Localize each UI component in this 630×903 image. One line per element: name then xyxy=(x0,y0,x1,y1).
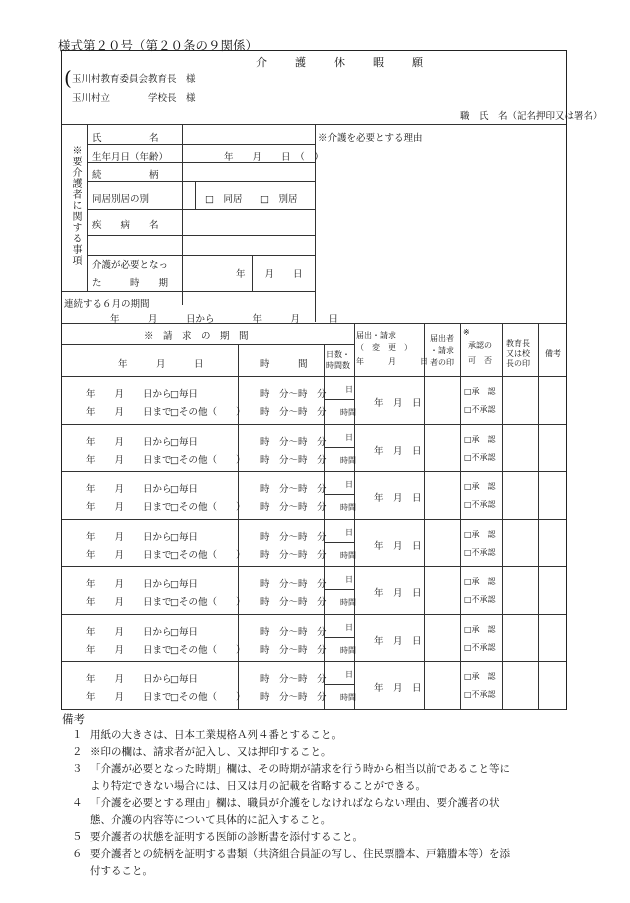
col-chief-2: 又は校 xyxy=(506,349,530,358)
addressee-board: 玉川村教育委員会教育長 様 xyxy=(72,74,196,85)
notes-title: 備考 xyxy=(62,712,85,726)
row-other-checkbox[interactable]: □その他（ ） xyxy=(170,454,246,466)
note-item xyxy=(62,761,582,795)
disease-label: 疾 病 名 xyxy=(92,220,159,231)
row-split xyxy=(324,399,354,400)
addressee-school: 玉川村立 学校長 様 xyxy=(72,93,196,104)
col-approval-2: 承認の xyxy=(468,341,492,350)
note-line: 要介護者の状態を証明する医師の診断書を添付すること。 xyxy=(90,831,363,843)
signer-label: 職 氏 名（記名押印又は署名） xyxy=(460,111,603,122)
leave-request-form xyxy=(61,50,603,710)
row-daily-checkbox[interactable]: □毎日 xyxy=(170,579,198,590)
row-day-unit: 日 xyxy=(345,385,353,394)
row-date-to: 年 月 日まで xyxy=(86,407,172,418)
row-split xyxy=(324,542,354,543)
row-submit-date: 年 月 日 xyxy=(374,540,422,552)
row-hour-unit: 時間 xyxy=(340,645,356,655)
col-days-1: 日数・ xyxy=(326,350,350,359)
period-value: 年 月 日から 年 月 日 xyxy=(110,314,339,325)
addressee-bracket-open: ( xyxy=(64,66,72,90)
note-line: より特定できない場合には、日又は月の記載を省略することができる。 xyxy=(90,780,426,792)
row-time-range: 時 分～時 分 xyxy=(260,436,327,448)
row-divider xyxy=(62,471,566,472)
row-disapprove-checkbox[interactable]: □不承認 xyxy=(464,500,496,509)
row-split xyxy=(324,447,354,448)
row-disapprove-checkbox[interactable]: □不承認 xyxy=(464,642,496,652)
row-day-unit: 日 xyxy=(345,670,353,679)
note-number: ６ xyxy=(72,848,83,860)
row-date-to: 年 月 日まで xyxy=(86,502,172,513)
row-date-from: 年 月 日から xyxy=(86,484,172,495)
row-daily-checkbox[interactable]: □毎日 xyxy=(170,389,198,400)
row-day-unit: 日 xyxy=(345,575,353,584)
row-divider xyxy=(62,424,566,425)
note-line: ※印の欄は、請求者が記入し、又は押印すること。 xyxy=(90,746,332,758)
name-label: 氏 名 xyxy=(92,133,159,144)
row-other-checkbox[interactable]: □その他（ ） xyxy=(170,644,246,656)
care-time-value: 年 月 日 xyxy=(236,269,303,280)
row-other-checkbox[interactable]: □その他（ ） xyxy=(170,692,246,703)
row-date-from: 年 月 日から xyxy=(86,579,172,590)
note-number: ２ xyxy=(72,746,83,758)
row-divider xyxy=(62,709,566,710)
row-divider xyxy=(62,566,566,567)
row-divider xyxy=(62,614,566,615)
row-divider xyxy=(62,661,566,662)
reason-label: ※介護を必要とする理由 xyxy=(318,133,423,144)
row-disapprove-checkbox[interactable]: □不承認 xyxy=(464,452,496,462)
row-day-unit: 日 xyxy=(345,622,353,632)
note-line: 態、介護の内容等について具体的に記入すること。 xyxy=(90,814,332,826)
row-daily-checkbox[interactable]: □毎日 xyxy=(170,436,198,448)
birth-label: 生年月日（年齢） xyxy=(92,152,169,163)
row-daily-checkbox[interactable]: □毎日 xyxy=(170,484,198,495)
col-seal-2: ・請求 xyxy=(430,346,454,355)
row-disapprove-checkbox[interactable]: □不承認 xyxy=(464,547,496,557)
row-time-range: 時 分～時 分 xyxy=(260,597,327,608)
note-number: ３ xyxy=(72,763,83,775)
row-split xyxy=(324,589,354,590)
col-submit-1: 届出・請求 xyxy=(356,331,396,340)
row-approve-checkbox[interactable]: □承 認 xyxy=(464,577,496,586)
col-remarks: 備考 xyxy=(545,349,561,358)
form-number: 様式第２０号（第２０条の９関係） xyxy=(58,38,259,53)
row-day-unit: 日 xyxy=(345,432,353,442)
col-days-2: 時間数 xyxy=(326,361,350,370)
care-time-label-2: た 時 期 xyxy=(92,278,169,289)
row-other-checkbox[interactable]: □その他（ ） xyxy=(170,502,246,513)
row-daily-checkbox[interactable]: □毎日 xyxy=(170,531,198,543)
row-other-checkbox[interactable]: □その他（ ） xyxy=(170,549,246,561)
row-other-checkbox[interactable]: □その他（ ） xyxy=(170,597,246,608)
period-label: 連続する６月の期間 xyxy=(64,299,150,310)
col-seal-3: 者の印 xyxy=(430,358,454,367)
row-hour-unit: 時間 xyxy=(340,598,356,607)
cohabit-option-separate[interactable]: □ 別居 xyxy=(260,194,298,205)
row-date-from: 年 月 日から xyxy=(86,531,172,543)
note-item xyxy=(62,829,582,846)
col-chief-3: 長の印 xyxy=(506,359,530,368)
row-hour-unit: 時間 xyxy=(340,408,356,417)
col-submit-3: 年 月 日 xyxy=(356,357,428,366)
row-time-range: 時 分～時 分 xyxy=(260,549,327,561)
row-time-range: 時 分～時 分 xyxy=(260,644,327,656)
note-line: 要介護者との続柄を証明する書類（共済組合員証の写し、住民票謄本、戸籍謄本等）を添 xyxy=(90,848,510,860)
row-divider xyxy=(62,519,566,520)
notes-section xyxy=(62,711,582,880)
row-daily-checkbox[interactable]: □毎日 xyxy=(170,674,198,685)
relation-label: 続 柄 xyxy=(92,170,159,181)
col-chief-1: 教育長 xyxy=(506,339,530,348)
row-time-range: 時 分～時 分 xyxy=(260,389,327,400)
row-time-range: 時 分～時 分 xyxy=(260,692,327,703)
row-time-range: 時 分～時 分 xyxy=(260,484,327,495)
cohabit-label: 同居別居の別 xyxy=(92,194,150,205)
row-date-from: 年 月 日から xyxy=(86,626,172,638)
birth-value: 年 月 日 （ ） xyxy=(224,152,324,163)
col-ymd: 年 月 日 xyxy=(118,359,204,370)
note-line: 付すること。 xyxy=(90,865,153,877)
row-disapprove-checkbox[interactable]: □不承認 xyxy=(464,405,496,414)
note-item xyxy=(62,795,582,829)
row-hour-unit: 時間 xyxy=(340,550,356,560)
row-disapprove-checkbox[interactable]: □不承認 xyxy=(464,595,496,604)
note-line: 「介護を必要とする理由」欄は、職員が介護をしなければならない理由、要介護者の状 xyxy=(90,797,500,809)
row-submit-date: 年 月 日 xyxy=(374,493,422,504)
notes-list xyxy=(62,727,582,880)
row-split xyxy=(324,684,354,685)
care-time-label-1: 介護が必要となっ xyxy=(92,260,169,271)
row-date-to: 年 月 日まで xyxy=(86,549,172,561)
note-item xyxy=(62,744,582,761)
row-approve-checkbox[interactable]: □承 認 xyxy=(464,482,496,491)
row-time-range: 時 分～時 分 xyxy=(260,674,327,685)
row-time-range: 時 分～時 分 xyxy=(260,407,327,418)
row-split xyxy=(324,494,354,495)
note-item xyxy=(62,846,582,880)
row-day-unit: 日 xyxy=(345,480,353,489)
row-time-range: 時 分～時 分 xyxy=(260,579,327,590)
row-date-to: 年 月 日まで xyxy=(86,454,172,466)
row-time-range: 時 分～時 分 xyxy=(260,626,327,638)
note-number: ５ xyxy=(72,831,83,843)
row-daily-checkbox[interactable]: □毎日 xyxy=(170,626,198,638)
row-hour-unit: 時間 xyxy=(340,693,356,702)
row-submit-date: 年 月 日 xyxy=(374,683,422,694)
row-time-range: 時 分～時 分 xyxy=(260,454,327,466)
row-approve-checkbox[interactable]: □承 認 xyxy=(464,529,496,539)
row-time-range: 時 分～時 分 xyxy=(260,531,327,543)
row-date-to: 年 月 日まで xyxy=(86,597,172,608)
row-hour-unit: 時間 xyxy=(340,503,356,512)
col-seal-1: 届出者 xyxy=(430,334,454,343)
care-recipient-side-label: ※要介護者に関する事項 xyxy=(70,145,81,266)
request-period-header: ※ 請 求 の 期 間 xyxy=(144,331,249,342)
row-day-unit: 日 xyxy=(345,527,353,537)
row-disapprove-checkbox[interactable]: □不承認 xyxy=(464,690,496,699)
row-date-from: 年 月 日から xyxy=(86,674,172,685)
note-line: 「介護が必要となった時期」欄は、その時期が請求を行う時から相当以前であること等に xyxy=(90,763,510,775)
row-hour-unit: 時間 xyxy=(340,455,356,465)
row-submit-date: 年 月 日 xyxy=(374,398,422,409)
row-approve-checkbox[interactable]: □承 認 xyxy=(464,387,496,396)
col-approval-1: ※ xyxy=(463,328,470,337)
note-number: １ xyxy=(72,729,83,741)
form-title: 介護休暇願 xyxy=(256,56,451,69)
row-split xyxy=(324,637,354,638)
row-submit-date: 年 月 日 xyxy=(374,588,422,599)
row-submit-date: 年 月 日 xyxy=(374,445,422,457)
row-time-range: 時 分～時 分 xyxy=(260,502,327,513)
row-date-to: 年 月 日まで xyxy=(86,644,172,656)
col-time: 時 間 xyxy=(260,359,308,370)
row-date-to: 年 月 日まで xyxy=(86,692,172,703)
row-date-from: 年 月 日から xyxy=(86,436,172,448)
note-item xyxy=(62,727,582,744)
note-number: ４ xyxy=(72,797,83,809)
cohabit-option-together[interactable]: □ 同居 xyxy=(205,194,243,205)
note-line: 用紙の大きさは、日本工業規格Ａ列４番とすること。 xyxy=(90,729,342,741)
row-submit-date: 年 月 日 xyxy=(374,635,422,647)
row-approve-checkbox[interactable]: □承 認 xyxy=(464,672,496,681)
row-approve-checkbox[interactable]: □承 認 xyxy=(464,624,496,634)
row-date-from: 年 月 日から xyxy=(86,389,172,400)
col-submit-2: （ 変 更 ） xyxy=(356,343,412,352)
row-approve-checkbox[interactable]: □承 認 xyxy=(464,434,496,444)
row-other-checkbox[interactable]: □その他（ ） xyxy=(170,407,246,418)
col-approval-3: 可 否 xyxy=(468,356,492,365)
